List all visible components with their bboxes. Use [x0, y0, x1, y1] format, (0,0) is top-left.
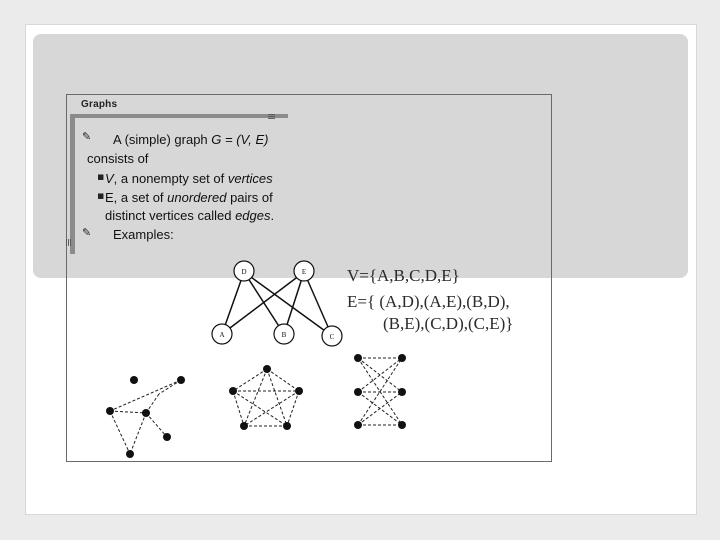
bullet2-line2-pre: distinct vertices called	[105, 208, 232, 223]
vertex-set-text: V={A,B,C,D,E}	[347, 266, 460, 285]
intro-prefix: A (simple) graph	[113, 132, 208, 147]
bullet2-rest: , a set of	[113, 190, 164, 205]
edge-set-line-2: (B,E),(C,D),(C,E)}	[383, 314, 514, 333]
bullet1-em: vertices	[227, 171, 273, 186]
complete-graph	[233, 369, 299, 426]
slide-title: Graphs	[81, 99, 118, 110]
vertex-label-d: D	[241, 268, 247, 276]
bullet2-var: E	[105, 190, 114, 205]
vertex-label-c: C	[329, 333, 335, 341]
intro-formula: G = (V, E)	[211, 132, 269, 147]
edge-b-d	[244, 272, 284, 334]
bullet1-rest: , a nonempty set of	[113, 171, 225, 186]
bipartite-nodes	[212, 261, 342, 346]
edge-a-e	[222, 272, 304, 334]
vertex-label-a: A	[219, 331, 225, 339]
bullet2-em: unordered	[167, 190, 227, 205]
dashed-graph	[110, 380, 181, 454]
side-ornament-icon: ≡	[62, 237, 76, 248]
bullet2-line2-em: edges	[235, 208, 271, 223]
square-bullet-icon: ▪	[97, 189, 105, 202]
dashed-graph-nodes	[106, 376, 185, 458]
corner-ornament-icon: ≡	[267, 110, 277, 123]
bipartite-k33	[358, 358, 402, 425]
bullet1-var: V	[105, 171, 114, 186]
square-bullet-icon: ▪	[97, 170, 105, 183]
pencil-bullet-icon: ✎	[82, 226, 92, 239]
vertex-label-b: B	[281, 331, 287, 339]
examples-label: Examples:	[113, 227, 174, 242]
pencil-bullet-icon: ✎	[82, 130, 92, 143]
bullet2-tail: pairs of	[230, 190, 273, 205]
bullet2-line2-end: .	[270, 208, 275, 223]
complete-graph-nodes	[229, 365, 303, 430]
vertex-label-e: E	[301, 268, 307, 276]
edge-set-line-1: E={ (A,D),(A,E),(B,D),	[347, 292, 510, 311]
intro-line-2: consists of	[87, 151, 149, 166]
